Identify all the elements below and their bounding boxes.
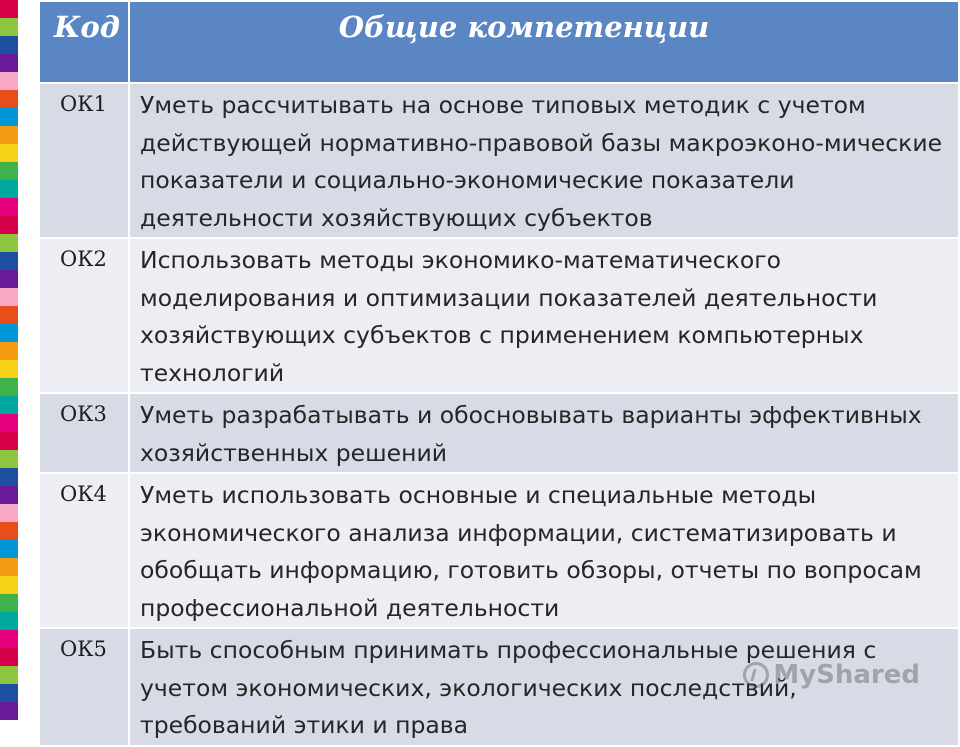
row-code: ОК5 xyxy=(39,628,129,746)
stripe-segment xyxy=(0,0,18,18)
stripe-segment xyxy=(0,180,18,198)
stripe-segment xyxy=(0,342,18,360)
stripe-segment xyxy=(0,234,18,252)
stripe-segment xyxy=(0,504,18,522)
stripe-segment xyxy=(0,108,18,126)
table-row xyxy=(39,473,959,628)
stripe-segment xyxy=(0,666,18,684)
row-code: ОК2 xyxy=(39,238,129,393)
stripe-segment xyxy=(0,216,18,234)
stripe-segment xyxy=(0,324,18,342)
header-code: Код xyxy=(39,1,129,83)
stripe-segment xyxy=(0,252,18,270)
stripe-segment xyxy=(0,558,18,576)
watermark-logo-icon xyxy=(743,662,769,688)
stripe-segment xyxy=(0,360,18,378)
stripe-segment xyxy=(0,540,18,558)
stripe-segment xyxy=(0,288,18,306)
table-row xyxy=(39,83,959,238)
row-text: Использовать методы экономико-математического моделирования и оптимизации показателей деятельности хозяйствующих субъектов с применением компьютерных технологий xyxy=(129,238,959,393)
stripe-segment xyxy=(0,468,18,486)
stripe-segment xyxy=(0,378,18,396)
stripe-segment xyxy=(0,612,18,630)
stripe-segment xyxy=(0,144,18,162)
stripe-segment xyxy=(0,306,18,324)
row-code: ОК4 xyxy=(39,473,129,628)
row-code: ОК3 xyxy=(39,393,129,473)
stripe-segment xyxy=(0,198,18,216)
stripe-segment xyxy=(0,396,18,414)
stripe-segment xyxy=(0,90,18,108)
stripe-segment xyxy=(0,18,18,36)
stripe-segment xyxy=(0,54,18,72)
row-text: Уметь использовать основные и специальные методы экономического анализа информации, систематизировать и обобщать информацию, готовить обзоры, отчеты по вопросам профессиональной деятельности xyxy=(129,473,959,628)
stripe-segment xyxy=(0,450,18,468)
stripe-segment xyxy=(0,702,18,720)
table-row xyxy=(39,393,959,473)
stripe-segment xyxy=(0,432,18,450)
stripe-segment xyxy=(0,162,18,180)
stripe-segment xyxy=(0,126,18,144)
stripe-segment xyxy=(0,630,18,648)
competencies-table xyxy=(38,0,960,747)
row-text: Уметь рассчитывать на основе типовых методик с учетом действующей нормативно-правовой базы макроэконо-мические показатели и социально-экономические показатели деятельности хозяйствующих субъектов xyxy=(129,83,959,238)
stripe-segment xyxy=(0,486,18,504)
stripe-segment xyxy=(0,414,18,432)
stripe-segment xyxy=(0,36,18,54)
table-row xyxy=(39,238,959,393)
watermark-text: MyShared xyxy=(773,660,920,690)
row-code: ОК1 xyxy=(39,83,129,238)
row-text: Быть способным принимать профессиональные решения с учетом экономических, экологических последствий, требований этики и права xyxy=(129,628,959,746)
table-header-row xyxy=(39,1,959,83)
stripe-segment xyxy=(0,576,18,594)
stripe-segment xyxy=(0,270,18,288)
stripe-segment xyxy=(0,684,18,702)
stripe-segment xyxy=(0,648,18,666)
header-competencies: Общие компетенции xyxy=(129,1,959,83)
decorative-color-stripe xyxy=(0,0,18,720)
stripe-segment xyxy=(0,72,18,90)
stripe-segment xyxy=(0,522,18,540)
watermark xyxy=(743,660,920,690)
row-text: Уметь разрабатывать и обосновывать варианты эффективных хозяйственных решений xyxy=(129,393,959,473)
stripe-segment xyxy=(0,594,18,612)
